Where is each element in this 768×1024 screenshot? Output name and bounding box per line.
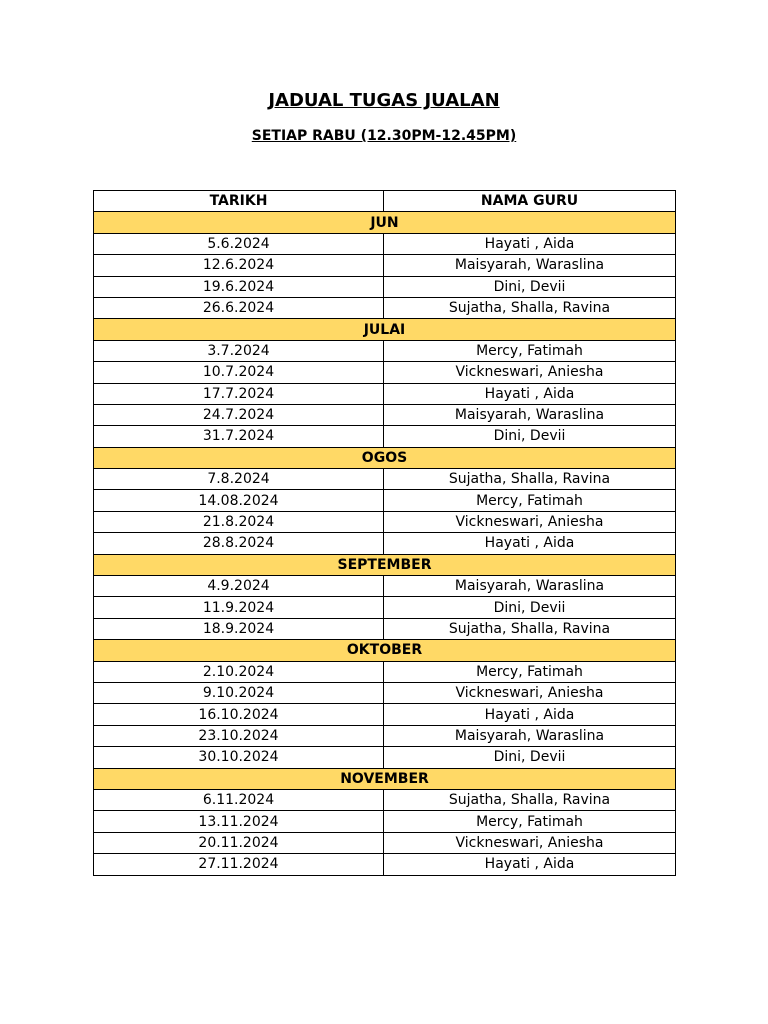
teacher-names-cell: Dini, Devii xyxy=(384,276,676,297)
table-row xyxy=(94,533,676,554)
date-cell: 13.11.2024 xyxy=(94,811,384,832)
table-row xyxy=(94,747,676,768)
teacher-names-cell: Dini, Devii xyxy=(384,426,676,447)
date-cell: 19.6.2024 xyxy=(94,276,384,297)
teacher-names-cell: Hayati , Aida xyxy=(384,233,676,254)
table-row xyxy=(94,426,676,447)
month-header-row xyxy=(94,640,676,661)
teacher-names-cell: Mercy, Fatimah xyxy=(384,661,676,682)
date-cell: 2.10.2024 xyxy=(94,661,384,682)
date-cell: 9.10.2024 xyxy=(94,682,384,703)
table-row xyxy=(94,682,676,703)
teacher-names-cell: Vickneswari, Aniesha xyxy=(384,511,676,532)
date-cell: 23.10.2024 xyxy=(94,725,384,746)
table-row xyxy=(94,789,676,810)
teacher-names-cell: Hayati , Aida xyxy=(384,854,676,875)
table-row xyxy=(94,383,676,404)
table-row xyxy=(94,233,676,254)
date-cell: 24.7.2024 xyxy=(94,404,384,425)
date-cell: 20.11.2024 xyxy=(94,832,384,853)
table-row xyxy=(94,511,676,532)
date-cell: 31.7.2024 xyxy=(94,426,384,447)
teacher-names-cell: Dini, Devii xyxy=(384,747,676,768)
date-cell: 5.6.2024 xyxy=(94,233,384,254)
teacher-names-cell: Vickneswari, Aniesha xyxy=(384,682,676,703)
table-row xyxy=(94,297,676,318)
teacher-names-cell: Hayati , Aida xyxy=(384,704,676,725)
table-row xyxy=(94,490,676,511)
teacher-names-cell: Vickneswari, Aniesha xyxy=(384,362,676,383)
teacher-names-cell: Mercy, Fatimah xyxy=(384,490,676,511)
month-header-row xyxy=(94,554,676,575)
table-row xyxy=(94,854,676,875)
teacher-names-cell: Mercy, Fatimah xyxy=(384,811,676,832)
teacher-names-cell: Hayati , Aida xyxy=(384,533,676,554)
month-label: NOVEMBER xyxy=(94,768,676,789)
teacher-names-cell: Sujatha, Shalla, Ravina xyxy=(384,297,676,318)
table-row xyxy=(94,340,676,361)
duty-roster-table xyxy=(93,190,676,876)
date-cell: 30.10.2024 xyxy=(94,747,384,768)
document-title: JADUAL TUGAS JUALAN xyxy=(268,90,500,111)
teacher-names-cell: Mercy, Fatimah xyxy=(384,340,676,361)
teacher-names-cell: Maisyarah, Waraslina xyxy=(384,404,676,425)
table-row xyxy=(94,276,676,297)
table-row xyxy=(94,404,676,425)
date-cell: 12.6.2024 xyxy=(94,255,384,276)
teacher-names-cell: Sujatha, Shalla, Ravina xyxy=(384,618,676,639)
header-teacher-names: NAMA GURU xyxy=(384,191,676,212)
month-label: SEPTEMBER xyxy=(94,554,676,575)
month-label: OGOS xyxy=(94,447,676,468)
date-cell: 28.8.2024 xyxy=(94,533,384,554)
date-cell: 17.7.2024 xyxy=(94,383,384,404)
month-header-row xyxy=(94,447,676,468)
table-row xyxy=(94,704,676,725)
month-header-row xyxy=(94,319,676,340)
document-subtitle: SETIAP RABU (12.30PM-12.45PM) xyxy=(251,128,517,144)
date-cell: 11.9.2024 xyxy=(94,597,384,618)
table-row xyxy=(94,469,676,490)
roster-body xyxy=(94,212,676,875)
teacher-names-cell: Sujatha, Shalla, Ravina xyxy=(384,469,676,490)
table-row xyxy=(94,255,676,276)
date-cell: 21.8.2024 xyxy=(94,511,384,532)
teacher-names-cell: Sujatha, Shalla, Ravina xyxy=(384,789,676,810)
month-header-row xyxy=(94,768,676,789)
date-cell: 3.7.2024 xyxy=(94,340,384,361)
month-label: JUN xyxy=(94,212,676,233)
table-header-row xyxy=(94,191,676,212)
date-cell: 10.7.2024 xyxy=(94,362,384,383)
table-row xyxy=(94,597,676,618)
header-date: TARIKH xyxy=(94,191,384,212)
date-cell: 16.10.2024 xyxy=(94,704,384,725)
table-row xyxy=(94,362,676,383)
teacher-names-cell: Maisyarah, Waraslina xyxy=(384,255,676,276)
table-row xyxy=(94,832,676,853)
date-cell: 18.9.2024 xyxy=(94,618,384,639)
teacher-names-cell: Dini, Devii xyxy=(384,597,676,618)
date-cell: 4.9.2024 xyxy=(94,576,384,597)
month-label: OKTOBER xyxy=(94,640,676,661)
teacher-names-cell: Hayati , Aida xyxy=(384,383,676,404)
table-row xyxy=(94,618,676,639)
teacher-names-cell: Maisyarah, Waraslina xyxy=(384,725,676,746)
month-header-row xyxy=(94,212,676,233)
table-row xyxy=(94,576,676,597)
table-row xyxy=(94,811,676,832)
teacher-names-cell: Vickneswari, Aniesha xyxy=(384,832,676,853)
table-row xyxy=(94,725,676,746)
date-cell: 7.8.2024 xyxy=(94,469,384,490)
date-cell: 6.11.2024 xyxy=(94,789,384,810)
teacher-names-cell: Maisyarah, Waraslina xyxy=(384,576,676,597)
date-cell: 14.08.2024 xyxy=(94,490,384,511)
table-row xyxy=(94,661,676,682)
date-cell: 26.6.2024 xyxy=(94,297,384,318)
date-cell: 27.11.2024 xyxy=(94,854,384,875)
month-label: JULAI xyxy=(94,319,676,340)
